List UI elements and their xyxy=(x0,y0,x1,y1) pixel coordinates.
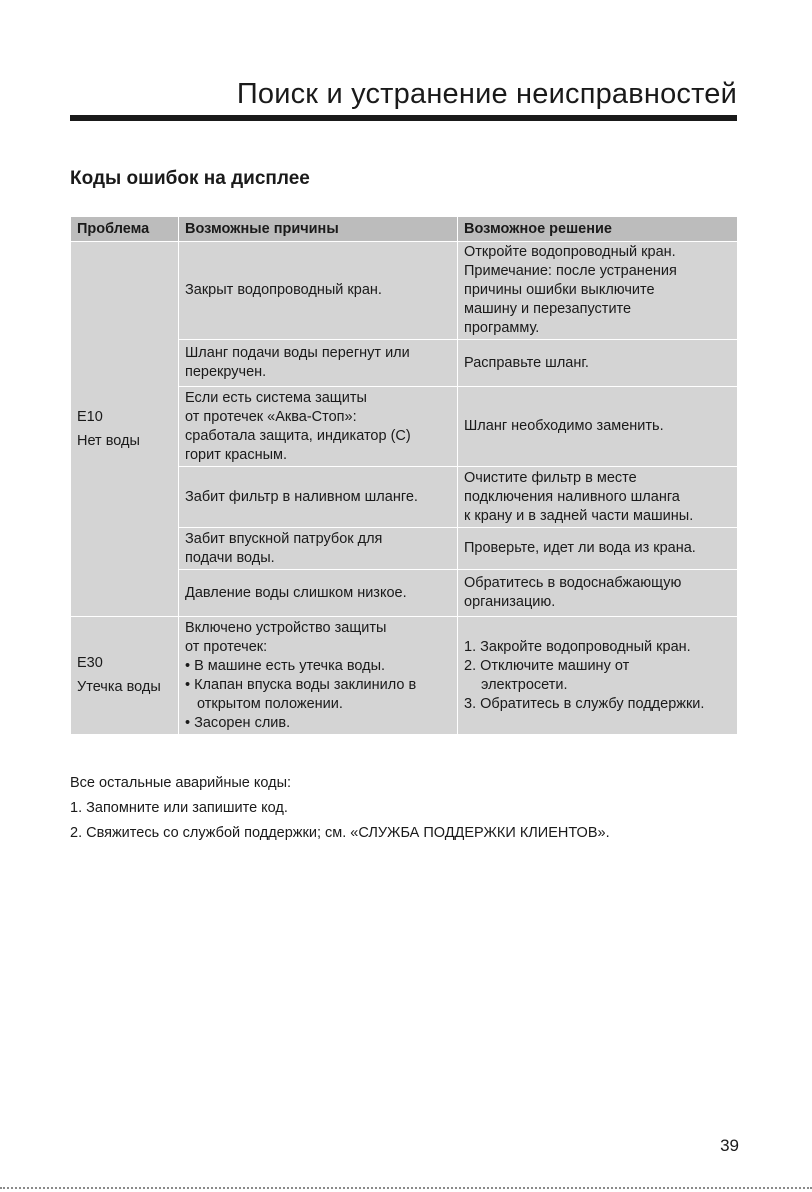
problem-cell-e30 xyxy=(71,617,179,735)
page-edge-divider xyxy=(0,1187,812,1189)
cause-intro: Включено устройство защиты от протечек: xyxy=(185,619,387,655)
solution-cell: Очистите фильтр в месте подключения наливного шланга к крану и в задней части машины. xyxy=(458,467,738,528)
problem-label: Утечка воды xyxy=(77,679,161,695)
solution-cell xyxy=(458,617,738,735)
page-number: 39 xyxy=(720,1136,739,1155)
error-code: E10 xyxy=(77,408,103,425)
notes-intro: Все остальные аварийные коды: xyxy=(70,775,292,791)
notes-item: 2. Свяжитесь со службой поддержки; см. «СЛУЖБА ПОДДЕРЖКИ КЛИЕНТОВ». xyxy=(70,825,610,841)
cause-cell: Забит впускной патрубок для подачи воды. xyxy=(179,528,458,570)
footer-notes xyxy=(70,771,610,846)
solution-step: 3. Обратитесь в службу поддержки. xyxy=(464,695,705,712)
notes-item: 1. Запомните или запишите код. xyxy=(70,800,288,816)
cause-bullet: • Засорен слив. xyxy=(185,714,291,731)
problem-cell-e10 xyxy=(71,242,179,617)
header-solution: Возможное решение xyxy=(458,217,738,242)
title-rule xyxy=(70,115,737,121)
solution-cell: Шланг необходимо заменить. xyxy=(458,387,738,467)
cause-bullet: • В машине есть утечка воды. xyxy=(185,657,386,674)
cause-cell xyxy=(179,617,458,735)
solution-cell: Откройте водопроводный кран. Примечание: после устранения причины ошибки выключите машину и перезапустите программу. xyxy=(458,242,738,340)
cause-bullet: • Клапан впуска воды заклинило в открытом положении. xyxy=(185,676,417,712)
cause-cell: Закрыт водопроводный кран. xyxy=(179,242,458,340)
table-row xyxy=(71,617,738,735)
cause-cell: Забит фильтр в наливном шланге. xyxy=(179,467,458,528)
solution-step: 1. Закройте водопроводный кран. xyxy=(464,638,691,655)
cause-cell: Давление воды слишком низкое. xyxy=(179,570,458,617)
section-heading: Коды ошибок на дисплее xyxy=(70,168,310,189)
table-row xyxy=(71,242,738,340)
cause-cell: Если есть система защиты от протечек «Аква-Стоп»: сработала защита, индикатор (С) горит красным. xyxy=(179,387,458,467)
page-title: Поиск и устранение неисправностей xyxy=(236,78,737,110)
error-code: E30 xyxy=(77,655,103,671)
table-header-row xyxy=(71,217,738,242)
error-codes-table xyxy=(70,216,738,735)
problem-label: Нет воды xyxy=(77,432,140,449)
solution-cell: Расправьте шланг. xyxy=(458,340,738,387)
solution-cell: Проверьте, идет ли вода из крана. xyxy=(458,528,738,570)
header-causes: Возможные причины xyxy=(179,217,458,242)
header-problem: Проблема xyxy=(71,217,179,242)
solution-step: 2. Отключите машину от электросети. xyxy=(464,657,630,693)
cause-cell: Шланг подачи воды перегнут или перекручен. xyxy=(179,340,458,387)
solution-cell: Обратитесь в водоснабжающую организацию. xyxy=(458,570,738,617)
